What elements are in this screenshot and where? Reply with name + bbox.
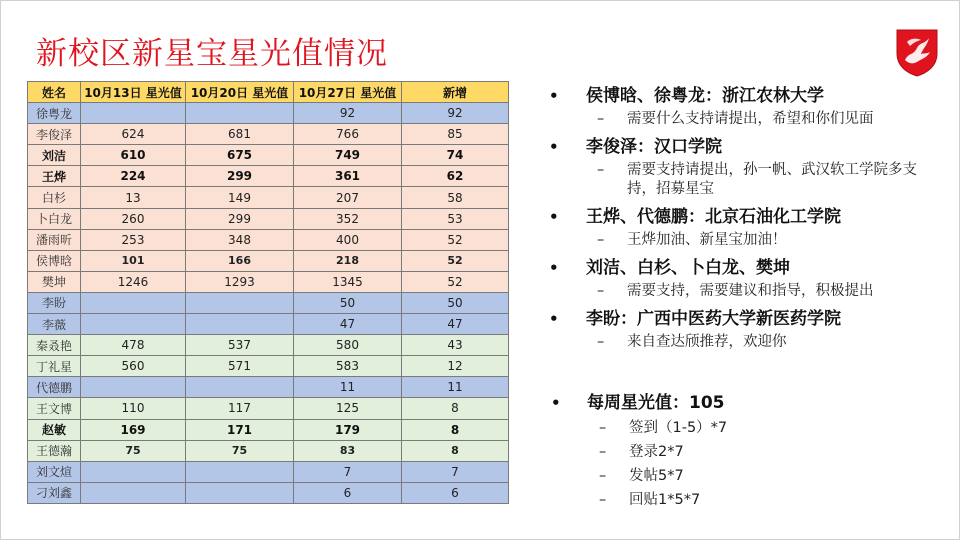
- bullet-dash: –: [597, 232, 605, 248]
- bullet-head-text: 侯博晗、徐粤龙：浙江农林大学: [586, 86, 824, 106]
- cell-name: 刁刘鑫: [28, 482, 81, 503]
- bullet-dot: •: [549, 259, 559, 277]
- bullet-head: [540, 82, 940, 110]
- cell-value: 58: [402, 187, 509, 208]
- bullet-sub-text: 来自查达颀推荐，欢迎你: [627, 334, 787, 350]
- bullet-dash: –: [599, 468, 607, 484]
- cell-name: 刘洁: [28, 145, 81, 166]
- table-row: [28, 314, 509, 335]
- cell-name: 刘文煊: [28, 461, 81, 482]
- cell-name: 樊坤: [28, 271, 81, 292]
- cell-value: 361: [294, 166, 402, 187]
- bullet-dash: –: [599, 492, 607, 508]
- cell-value: 11: [402, 377, 509, 398]
- bullet-head: [540, 305, 940, 333]
- bullet-dot: •: [549, 310, 559, 328]
- cell-value: 117: [186, 398, 294, 419]
- cell-value: 50: [294, 292, 402, 313]
- cell-value: 400: [294, 229, 402, 250]
- table-row: [28, 271, 509, 292]
- cell-value: 610: [81, 145, 186, 166]
- cell-value: 624: [81, 124, 186, 145]
- cell-value: 348: [186, 229, 294, 250]
- cell-value: 171: [186, 419, 294, 440]
- table-row: [28, 292, 509, 313]
- weekly-head: [540, 390, 940, 416]
- cell-value: 62: [402, 166, 509, 187]
- cell-name: 白杉: [28, 187, 81, 208]
- cell-value: [186, 314, 294, 335]
- cell-value: 571: [186, 356, 294, 377]
- bullet-sub-text: 王烨加油、新星宝加油！: [627, 232, 787, 248]
- weekly-sub: [540, 464, 940, 488]
- school-bullet-list: [540, 82, 940, 356]
- weekly-subs: [540, 416, 940, 512]
- table-body: [28, 103, 509, 504]
- cell-value: 75: [186, 440, 294, 461]
- weekly-sub-text: 签到（1-5）*7: [629, 420, 728, 436]
- bullet-sub: [540, 282, 940, 305]
- cell-value: 166: [186, 250, 294, 271]
- cell-value: 92: [402, 103, 509, 124]
- cell-value: 7: [402, 461, 509, 482]
- cell-value: [81, 103, 186, 124]
- weekly-sub-text: 登录2*7: [629, 444, 684, 460]
- bullet-sub-text: 需要支持，需要建议和指导，积极提出: [627, 283, 874, 299]
- table-row: [28, 166, 509, 187]
- cell-value: 169: [81, 419, 186, 440]
- table-row: [28, 377, 509, 398]
- bullet-head: [540, 203, 940, 231]
- bullet-dash: –: [599, 444, 607, 460]
- bullet-dash: –: [597, 162, 605, 178]
- cell-value: 92: [294, 103, 402, 124]
- cell-name: 李俊泽: [28, 124, 81, 145]
- cell-value: 47: [294, 314, 402, 335]
- header-increase: 新增: [402, 82, 509, 103]
- cell-name: 卜白龙: [28, 208, 81, 229]
- header-oct20: 10月20日 星光值: [186, 82, 294, 103]
- cell-name: 侯博晗: [28, 250, 81, 271]
- bullet-item: [540, 133, 940, 203]
- cell-name: 徐粤龙: [28, 103, 81, 124]
- weekly-sub: [540, 416, 940, 440]
- cell-value: 478: [81, 335, 186, 356]
- bullet-item: [540, 203, 940, 254]
- cell-value: 681: [186, 124, 294, 145]
- cell-value: 179: [294, 419, 402, 440]
- cell-value: [186, 461, 294, 482]
- bullet-sub: [540, 110, 940, 133]
- cell-value: 52: [402, 271, 509, 292]
- table-row: [28, 398, 509, 419]
- msi-dragon-shield-icon: [893, 26, 941, 78]
- table-row: [28, 145, 509, 166]
- cell-value: 8: [402, 440, 509, 461]
- cell-value: 75: [81, 440, 186, 461]
- cell-value: 47: [402, 314, 509, 335]
- cell-value: 74: [402, 145, 509, 166]
- cell-value: 8: [402, 398, 509, 419]
- cell-value: 749: [294, 145, 402, 166]
- starlight-table: [27, 81, 509, 504]
- cell-value: 299: [186, 166, 294, 187]
- cell-value: 13: [81, 187, 186, 208]
- cell-name: 潘雨昕: [28, 229, 81, 250]
- cell-name: 王文博: [28, 398, 81, 419]
- table-row: [28, 440, 509, 461]
- table-row: [28, 419, 509, 440]
- table-header-row: [28, 82, 509, 103]
- cell-name: 赵敏: [28, 419, 81, 440]
- cell-name: 王德瀚: [28, 440, 81, 461]
- cell-value: 52: [402, 229, 509, 250]
- cell-value: 11: [294, 377, 402, 398]
- table-row: [28, 208, 509, 229]
- cell-value: 6: [402, 482, 509, 503]
- bullet-item: [540, 305, 940, 356]
- bullet-sub: [540, 231, 940, 254]
- cell-value: 207: [294, 187, 402, 208]
- cell-value: 43: [402, 335, 509, 356]
- cell-value: 52: [402, 250, 509, 271]
- table-row: [28, 124, 509, 145]
- cell-value: 83: [294, 440, 402, 461]
- bullet-dot: •: [551, 394, 561, 412]
- header-oct27: 10月27日 星光值: [294, 82, 402, 103]
- cell-name: 秦叒艳: [28, 335, 81, 356]
- table-row: [28, 103, 509, 124]
- weekly-starlight-section: [540, 390, 940, 512]
- bullet-dot: •: [549, 208, 559, 226]
- cell-value: 1246: [81, 271, 186, 292]
- cell-value: 8: [402, 419, 509, 440]
- cell-value: 50: [402, 292, 509, 313]
- cell-value: 1293: [186, 271, 294, 292]
- cell-value: 352: [294, 208, 402, 229]
- bullet-head-text: 王烨、代德鹏：北京石油化工学院: [586, 207, 841, 227]
- cell-value: [186, 482, 294, 503]
- slide-title: 新校区新星宝星光值情况: [36, 36, 388, 72]
- cell-value: [186, 103, 294, 124]
- cell-value: 299: [186, 208, 294, 229]
- cell-value: 101: [81, 250, 186, 271]
- cell-value: 253: [81, 229, 186, 250]
- cell-value: [81, 292, 186, 313]
- cell-name: 李盼: [28, 292, 81, 313]
- cell-value: [81, 461, 186, 482]
- table-row: [28, 356, 509, 377]
- cell-value: [81, 482, 186, 503]
- cell-value: [81, 314, 186, 335]
- cell-value: 560: [81, 356, 186, 377]
- bullet-head: [540, 254, 940, 282]
- bullet-sub-text: 需要什么支持请提出，希望和你们见面: [627, 111, 874, 127]
- cell-name: 丁礼星: [28, 356, 81, 377]
- bullet-sub: [540, 161, 940, 203]
- cell-value: 583: [294, 356, 402, 377]
- cell-value: 1345: [294, 271, 402, 292]
- table-row: [28, 335, 509, 356]
- cell-value: [186, 292, 294, 313]
- cell-value: 675: [186, 145, 294, 166]
- cell-name: 李薇: [28, 314, 81, 335]
- table-row: [28, 461, 509, 482]
- bullet-dash: –: [599, 420, 607, 436]
- bullet-head-text: 李俊泽：汉口学院: [586, 137, 722, 157]
- table-row: [28, 482, 509, 503]
- cell-value: 218: [294, 250, 402, 271]
- cell-value: 260: [81, 208, 186, 229]
- bullet-dash: –: [597, 111, 605, 127]
- bullet-item: [540, 82, 940, 133]
- table-row: [28, 229, 509, 250]
- header-oct13: 10月13日 星光值: [81, 82, 186, 103]
- bullet-dash: –: [597, 334, 605, 350]
- weekly-sub-text: 发帖5*7: [629, 468, 684, 484]
- cell-value: [81, 377, 186, 398]
- cell-value: 110: [81, 398, 186, 419]
- table-row: [28, 187, 509, 208]
- cell-value: 224: [81, 166, 186, 187]
- bullet-head: [540, 133, 940, 161]
- cell-value: [186, 377, 294, 398]
- bullet-dot: •: [549, 138, 559, 156]
- table-row: [28, 250, 509, 271]
- cell-value: 12: [402, 356, 509, 377]
- weekly-sub-text: 回贴1*5*7: [629, 492, 701, 508]
- cell-value: 6: [294, 482, 402, 503]
- weekly-head-text: 每周星光值：105: [587, 393, 725, 413]
- bullet-sub-text: 需要支持请提出，孙一帆、武汉软工学院多支持，招募星宝: [627, 162, 917, 197]
- cell-value: 7: [294, 461, 402, 482]
- bullet-dot: •: [549, 87, 559, 105]
- weekly-sub: [540, 488, 940, 512]
- weekly-sub: [540, 440, 940, 464]
- cell-value: 149: [186, 187, 294, 208]
- bullet-head-text: 刘洁、白杉、卜白龙、樊坤: [586, 258, 790, 278]
- cell-value: 766: [294, 124, 402, 145]
- cell-name: 代德鹏: [28, 377, 81, 398]
- cell-value: 537: [186, 335, 294, 356]
- cell-value: 85: [402, 124, 509, 145]
- bullet-sub: [540, 333, 940, 356]
- cell-value: 125: [294, 398, 402, 419]
- bullet-item: [540, 254, 940, 305]
- cell-value: 53: [402, 208, 509, 229]
- bullet-dash: –: [597, 283, 605, 299]
- bullet-head-text: 李盼：广西中医药大学新医药学院: [586, 309, 841, 329]
- cell-name: 王烨: [28, 166, 81, 187]
- cell-value: 580: [294, 335, 402, 356]
- header-name: 姓名: [28, 82, 81, 103]
